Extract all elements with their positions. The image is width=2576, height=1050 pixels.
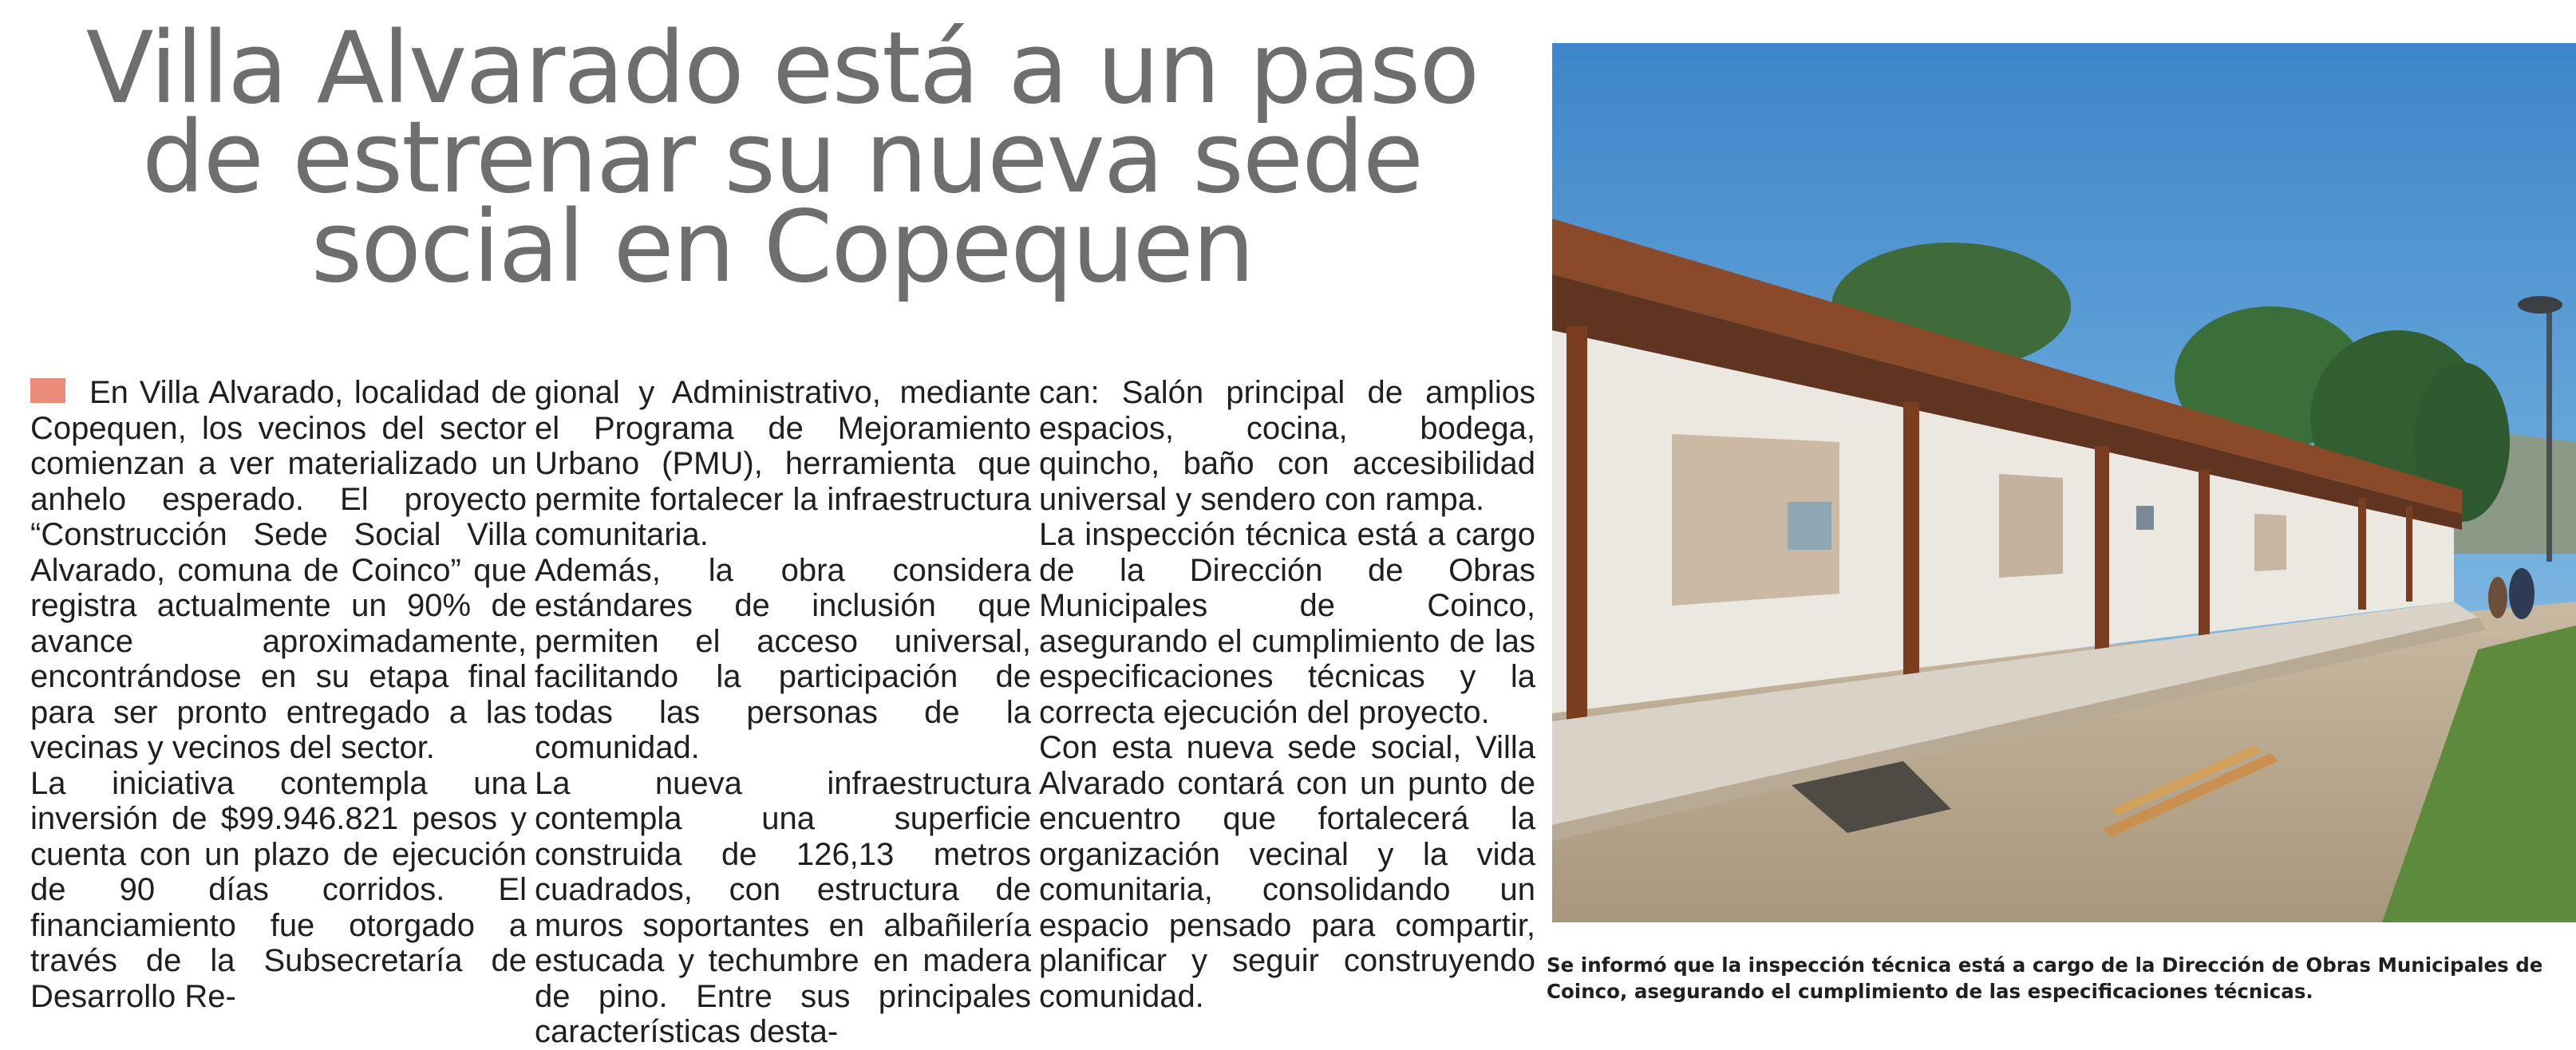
article-paragraph bbox=[1039, 517, 1535, 730]
article-column-2 bbox=[535, 375, 1031, 1049]
paragraph-text: can: Salón principal de amplios espacios, cocina, bodega, quincho, baño con accesibilidad universal y sendero con rampa. bbox=[1039, 375, 1535, 517]
paragraph-text: gional y Administrativo, mediante el Programa de Mejoramiento Urbano (PMU), herramienta que permite fortalecer la infraestructura comunitaria. bbox=[535, 375, 1031, 552]
paragraph-text: Además, la obra considera estándares de inclusión que permiten el acceso universal, facilitando la participación de todas las personas de la comunidad. bbox=[535, 552, 1031, 765]
paragraph-text: Con esta nueva sede social, Villa Alvarado contará con un punto de encuentro que fortalecerá la organización vecinal y la vida comunitaria, consolidando un espacio pensado para compartir, planificar y seguir construyendo comunidad. bbox=[1039, 730, 1535, 1014]
article-paragraph bbox=[535, 375, 1031, 553]
article-paragraph bbox=[1039, 730, 1535, 1014]
paragraph-text: En Villa Alvarado, localidad de Copequen, los vecinos del sector comienzan a ver materializado un anhelo esperado. El proyecto “Construcción Sede Social Villa Alvarado, comuna de Coinco” que registra actualmente un 90% de avance aproximadamente, encontrándose en su etapa final para ser pronto entregado a las vecinas y vecinos del sector. bbox=[30, 375, 527, 765]
lead-square-icon bbox=[30, 378, 65, 403]
article-paragraph bbox=[30, 766, 527, 1015]
article-column-3 bbox=[1039, 375, 1535, 1014]
paragraph-text: La iniciativa contempla una inversión de $99.946.821 pesos y cuenta con un plazo de ejecución de 90 días corridos. El financiamiento fue otorgado a través de la Subsecretaría de Desarrollo Re- bbox=[30, 765, 527, 1014]
article-paragraph bbox=[1039, 375, 1535, 517]
construction-photo bbox=[1552, 43, 2576, 922]
headline-text: Villa Alvarado está a un paso de estrenar su nueva sede social en Copequen bbox=[85, 11, 1479, 305]
article-paragraph bbox=[535, 553, 1031, 766]
photo-caption: Se informó que la inspección técnica está a cargo de la Dirección de Obras Municipales de Coinco, asegurando el cumplimiento de las especificaciones técnicas. bbox=[1547, 953, 2543, 1003]
paragraph-text: La inspección técnica está a cargo de la Dirección de Obras Municipales de Coinco, asegurando el cumplimiento de las especificaciones técnicas y la correcta ejecución del proyecto. bbox=[1039, 517, 1535, 730]
article-column-1 bbox=[30, 375, 527, 1014]
headline bbox=[32, 11, 1532, 305]
paragraph-text: La nueva infraestructura contempla una superficie construida de 126,13 metros cuadrados, con estructura de muros soportantes en albañilería estucada y techumbre en madera de pino. Entre sus principales características desta- bbox=[535, 765, 1031, 1049]
article-paragraph bbox=[535, 766, 1031, 1050]
article-paragraph bbox=[30, 375, 527, 766]
